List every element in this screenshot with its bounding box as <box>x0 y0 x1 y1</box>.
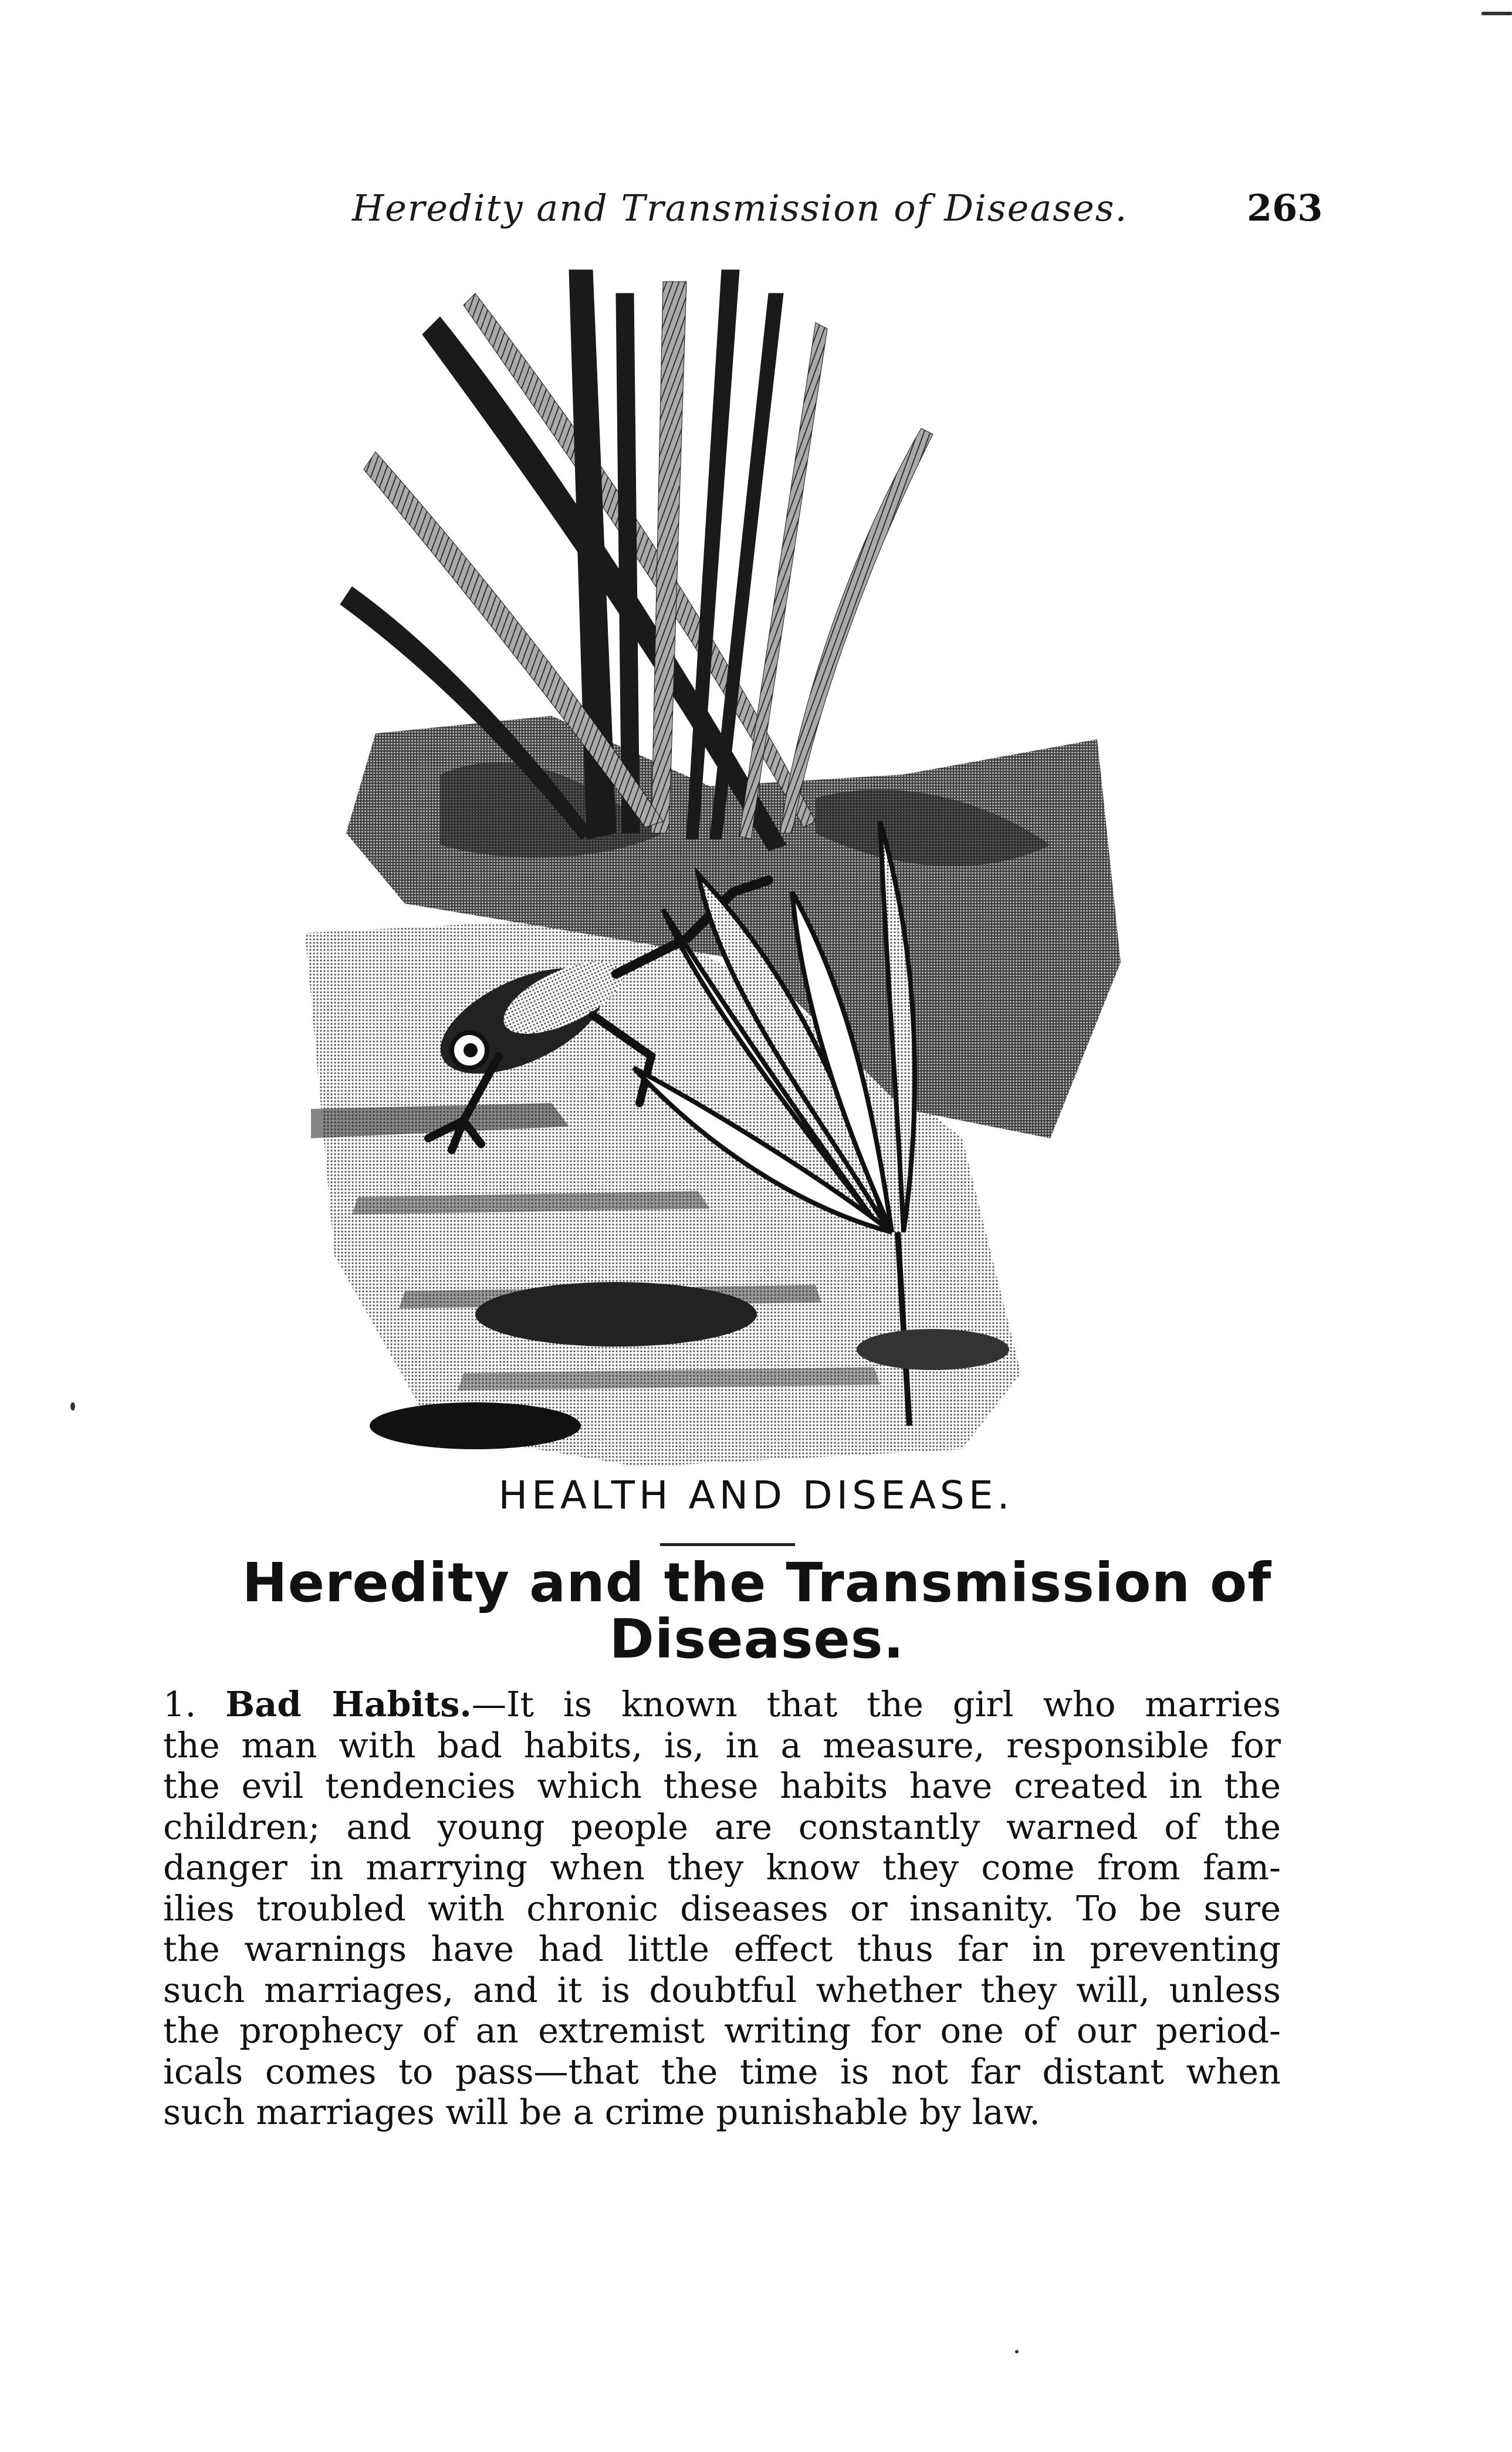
page-number: 263 <box>1247 187 1323 229</box>
article-title-line-2: Diseases. <box>609 1608 905 1670</box>
paper-speck <box>70 1402 75 1411</box>
paragraph-lead: Bad Habits. <box>225 1684 472 1724</box>
paragraph-line: such marriages will be a crime punishable by law. <box>163 2092 1040 2132</box>
running-head: Heredity and Transmission of Diseases. <box>352 187 1128 229</box>
paragraph-number: 1. <box>163 1684 197 1724</box>
article-title <box>153 1551 1361 1670</box>
divider-rule <box>660 1543 795 1546</box>
paragraph-line: the prophecy of an extremist writing for one of our period- <box>163 2010 1281 2051</box>
section-label: HEALTH AND DISEASE. <box>498 1473 1014 1518</box>
article-title-line-1: Heredity and the Transmission of <box>242 1551 1272 1614</box>
paragraph-line: the man with bad habits, is, in a measure, responsible for <box>163 1724 1281 1766</box>
paragraph-line: icals comes to pass—that the time is not far distant when <box>163 2051 1281 2092</box>
paragraph-line <box>163 1684 1281 1725</box>
paragraph-line: such marriages, and it is doubtful whether they will, unless <box>163 1969 1281 2010</box>
paper-speck <box>1481 12 1512 15</box>
paragraph-line: the warnings have had little effect thus far in preventing <box>163 1929 1281 1969</box>
paragraph-line: the evil tendencies which these habits have created in the <box>163 1766 1281 1806</box>
paragraph-line-text: —It is known that the girl who marries <box>471 1684 1281 1724</box>
paragraph-bad-habits <box>163 1684 1281 2133</box>
paper-speck <box>1015 2350 1019 2353</box>
paragraph-line: ilies troubled with chronic diseases or insanity. To be sure <box>163 1888 1281 1929</box>
paragraph-line: children; and young people are constantly warned of the <box>163 1806 1281 1847</box>
paragraph-line: danger in marrying when they know they come from fam- <box>163 1847 1281 1888</box>
frog-reeds-illustration <box>287 258 1185 1479</box>
